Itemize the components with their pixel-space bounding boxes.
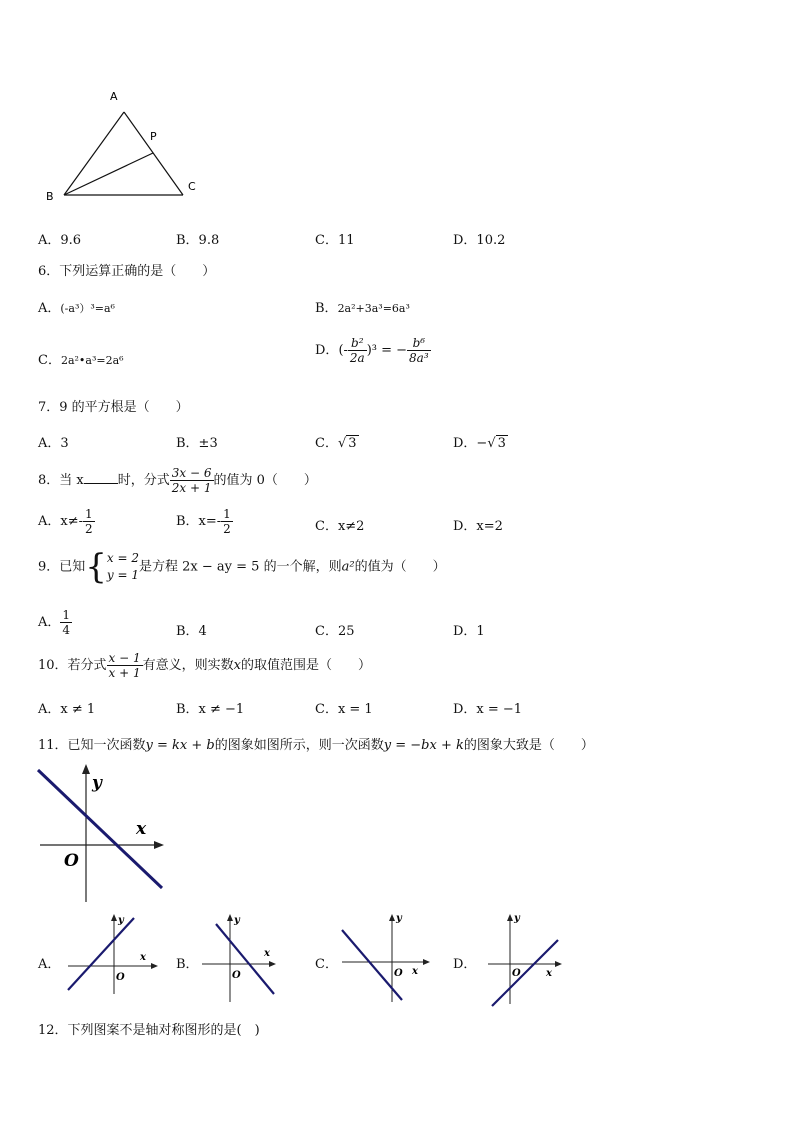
q9-stem-c: 的值为（ ） [354,559,446,575]
q6-d-frac2 [407,336,431,365]
q9-stem-b: 是方程 2x − ay = 5 的一个解，则 [139,559,342,575]
triangle-figure [40,82,210,212]
q7-d-label: D．− [453,436,488,451]
q6-a-expr: (-a³）³=a⁶ [60,302,115,315]
axis-y-label: y [234,915,240,926]
q5-option-b: B．9.8 [176,233,220,248]
side-ac [124,112,183,195]
q11-option-c-graph [338,910,433,1006]
q9-a-num: 1 [62,608,71,622]
q6-d-frac1 [348,336,367,365]
q9-option-a [38,608,72,637]
x-arrow-icon [423,959,430,965]
q8-option-c: C．x≠2 [315,519,365,534]
option-line [216,924,274,994]
q8-stem-c: 的值为 0（ ） [213,473,317,488]
q11-f1: y = kx + b [145,738,215,753]
q10-option-c: C．x = 1 [315,702,373,717]
q11-option-d-label: D． [453,957,477,972]
y-arrow-icon [111,914,117,921]
q12-stem: 12．下列图案不是轴对称图形的是( ) [38,1023,260,1038]
axis-y-label: y [92,773,102,793]
sqrt-icon: √ 3 [487,436,506,451]
q8-option-d: D．x=2 [453,519,503,534]
q6-d-den1: 2a [349,351,365,365]
q8-a-label: A．x≠- [38,514,84,529]
side-ab [64,112,124,195]
axis-y-label: y [396,913,402,924]
q6-d-num2: b⁶ [407,336,431,351]
origin-label: O [64,851,79,871]
q10-var: x [233,658,241,673]
axis-y-label: y [514,913,520,924]
q5-option-a: A．9.6 [38,233,82,248]
q11-option-d-graph [486,910,568,1010]
q6-option-a [38,297,115,316]
q8-stem [38,466,317,495]
answer-blank [84,471,118,484]
q5-option-d: D．10.2 [453,233,506,248]
q8-a-frac [83,507,95,536]
q8-b-num: 1 [223,507,231,521]
q7-option-c [315,432,359,451]
q7-c-rad: 3 [348,436,357,451]
q11-option-a-label: A． [38,957,61,972]
q9-a-den: 4 [62,623,71,637]
q11-option-b-label: B． [176,957,199,972]
q10-option-d: D．x = −1 [453,702,523,717]
q11-option-b-graph [198,910,280,1006]
q10-stem-b: 有意义，则实数 [142,658,234,673]
q6-option-b [315,297,410,316]
segment-bp [64,153,153,195]
q9-eq2: y = 1 [106,568,140,582]
q10-stem-c: 的取值范围是（ ） [241,658,372,673]
q10-den: x + 1 [108,666,141,680]
q7-option-d [453,432,508,451]
q6-d-num1: b² [348,336,367,351]
q10-num: x − 1 [108,651,141,665]
label-p: P [150,130,157,143]
origin-label: O [116,972,125,983]
q9-option-c: C．25 [315,624,355,639]
label-b: B [46,190,54,203]
axis-y-label: y [118,915,124,926]
axis-x-label: x [412,966,418,977]
q9-a-squared: a² [341,559,355,575]
q6-d-mid: )³ = − [366,343,408,358]
q9-a-frac [60,608,72,637]
q9-option-d: D．1 [453,624,485,639]
axis-x-label: x [140,952,146,963]
q11-option-c-label: C． [315,957,338,972]
q8-option-b [176,507,233,536]
axis-x-label: x [264,948,270,959]
q7-option-a: A．3 [38,436,69,451]
q8-den: 2x + 1 [171,481,212,495]
y-arrow-icon [507,914,513,921]
q6-c-label: C． [38,353,61,368]
y-arrow-icon [389,914,395,921]
q7-d-rad: 3 [497,436,506,451]
q8-fraction [170,466,214,495]
x-arrow-icon [154,841,164,849]
q11-stem-c: 的图象大致是（ ） [463,738,594,753]
q8-option-a [38,507,95,536]
origin-label: O [394,968,403,979]
q6-a-label: A． [38,301,61,316]
q11-option-a-graph [64,910,159,996]
sqrt-icon: √ 3 [337,436,357,451]
q11-stem-b: 的图象如图所示，则一次函数 [214,738,384,753]
q6-option-c [38,349,124,368]
q8-num: 3x − 6 [171,466,212,480]
q6-b-expr: 2a²+3a³=6a³ [337,302,410,315]
brace-icon: { [85,547,107,587]
x-arrow-icon [555,961,562,967]
origin-label: O [232,970,241,981]
q9-a-label: A． [38,615,61,630]
label-c: C [188,180,196,193]
y-arrow-icon [82,764,90,774]
q8-b-label: B．x=- [176,514,222,529]
q5-option-c: C．11 [315,233,355,248]
q10-stem [38,651,371,680]
axis-x-label: x [546,968,552,979]
q8-stem-b: 时，分式 [117,473,170,488]
q11-stem-a: 11．已知一次函数 [38,738,146,753]
label-a: A [110,90,118,103]
axis-x-label: x [136,819,147,839]
q6-c-expr: 2a²•a³=2a⁶ [60,354,124,367]
q9-stem [38,547,446,587]
q10-fraction [107,651,143,680]
q8-b-den: 2 [223,522,231,536]
q8-b-frac [221,507,233,536]
q6-option-d [315,336,431,365]
q10-option-a: A．x ≠ 1 [38,702,96,717]
q10-stem-a: 10．若分式 [38,658,107,673]
x-arrow-icon [269,961,276,967]
q6-d-open: (- [338,343,348,358]
option-line [342,930,402,1000]
q8-stem-a: 8．当 x [38,473,84,488]
q7-c-label: C． [315,436,338,451]
q9-eq1: x = 2 [106,551,140,565]
q8-a-den: 2 [85,522,93,536]
y-arrow-icon [227,914,233,921]
q11-stem [38,734,594,753]
q6-d-den2: 8a³ [409,351,429,365]
q6-b-label: B． [315,301,338,316]
q11-main-graph [36,762,168,907]
q9-system [107,550,139,584]
x-arrow-icon [151,963,158,969]
origin-label: O [512,968,521,979]
q10-option-b: B．x ≠ −1 [176,702,245,717]
q7-option-b: B．±3 [176,436,218,451]
q8-a-num: 1 [85,507,93,521]
q6-d-label: D． [315,343,339,358]
q11-f2: y = −bx + k [383,738,464,753]
q7-stem: 7．9 的平方根是（ ） [38,400,189,415]
q9-option-b: B．4 [176,624,207,639]
q6-stem: 6．下列运算正确的是（ ） [38,264,216,279]
q9-stem-a: 9．已知 [38,559,86,575]
